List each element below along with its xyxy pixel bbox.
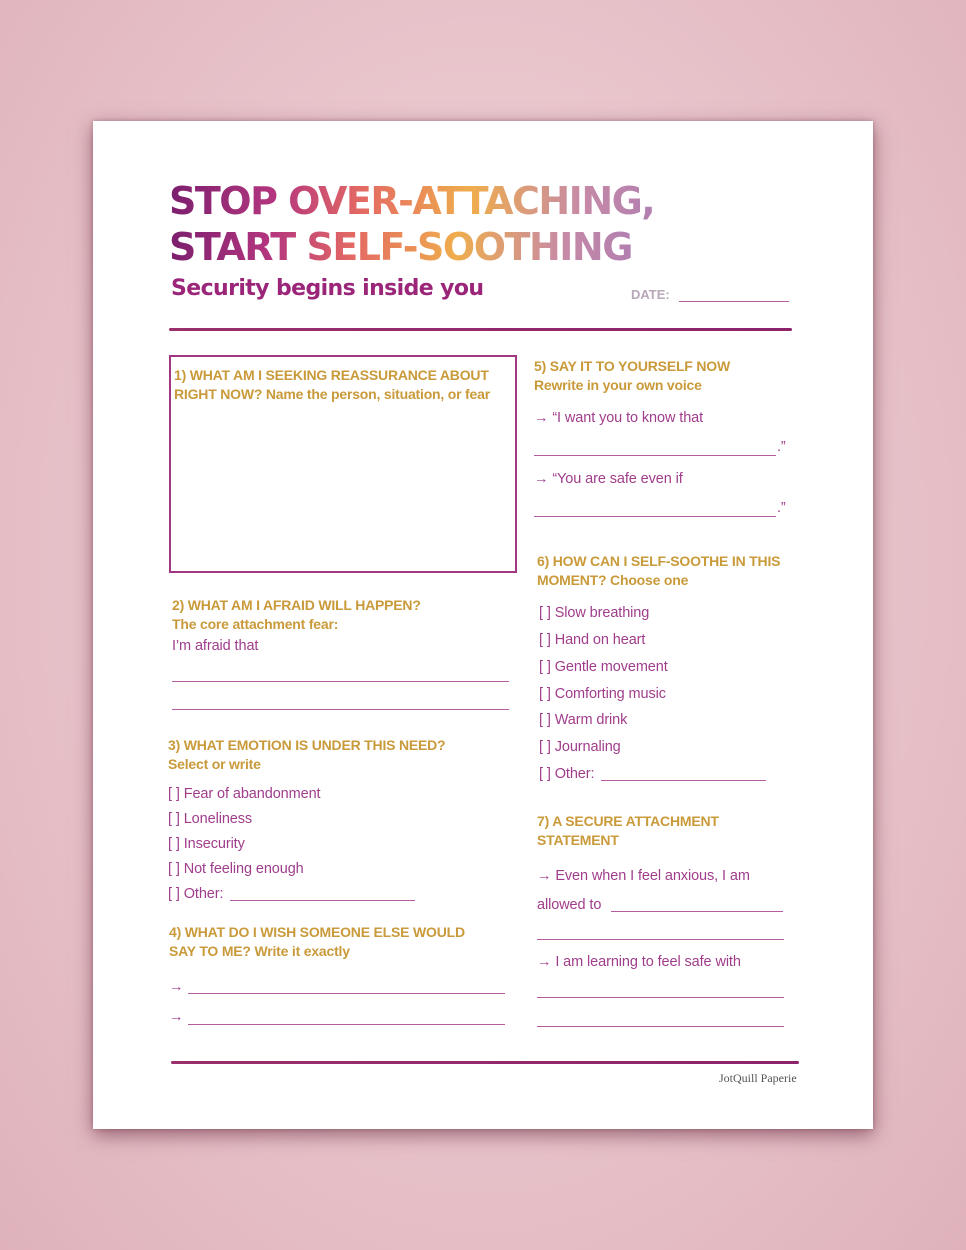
q2-answer-line-2[interactable] [172,709,509,710]
q7-answer-line-3[interactable] [537,997,784,998]
q4-subtitle: SAY TO ME? Write it exactly [169,943,350,959]
q6-option-gentle-movement[interactable]: [ ] Gentle movement [539,659,668,675]
q6-option-hand-on-heart[interactable]: [ ] Hand on heart [539,632,646,648]
q3-option-insecurity[interactable]: [ ] Insecurity [168,836,245,852]
q5-close-quote-1: .” [777,439,786,455]
q2-title: 2) WHAT AM I AFRAID WILL HAPPEN? [172,597,421,613]
date-label: DATE: [631,287,670,302]
q1-title: 1) WHAT AM I SEEKING REASSURANCE ABOUT [174,367,489,383]
brand-footer: JotQuill Paperie [719,1071,797,1085]
q7-answer-line-2[interactable] [537,939,784,940]
q2-heading [172,596,421,634]
q1-heading [174,366,490,404]
q3-option-not-feeling-enough[interactable]: [ ] Not feeling enough [168,861,304,877]
q5-prompt-2: → “You are safe even if [534,471,683,487]
date-field-line[interactable] [679,301,789,302]
q5-close-quote-2: .” [777,500,786,516]
q6-option-warm-drink[interactable]: [ ] Warm drink [539,712,628,728]
q2-subtitle: The core attachment fear: [172,616,339,632]
q5-answer-line-2[interactable] [534,516,776,517]
q6-subtitle: MOMENT? Choose one [537,572,689,588]
q2-answer-line-1[interactable] [172,681,509,682]
page-subtitle: Security begins inside you [171,276,484,301]
q7-answer-line-4[interactable] [537,1026,784,1027]
q6-option-other[interactable]: [ ] Other: [539,766,595,782]
q3-option-loneliness[interactable]: [ ] Loneliness [168,811,253,827]
footer-divider [171,1061,799,1064]
header-divider [169,328,792,331]
q3-title: 3) WHAT EMOTION IS UNDER THIS NEED? [168,737,446,753]
title-line-1: STOP OVER-ATTACHING, [169,179,655,223]
q7-title: 7) A SECURE ATTACHMENT [537,813,719,829]
q3-option-fear-of-abandonment[interactable]: [ ] Fear of abandonment [168,786,321,802]
q6-option-slow-breathing[interactable]: [ ] Slow breathing [539,605,650,621]
q5-prompt-1: → “I want you to know that [534,410,704,426]
q3-option-other[interactable]: [ ] Other: [168,886,224,902]
q7-prompt-1a: → Even when I feel anxious, I am [537,868,750,884]
q5-heading [534,357,730,395]
q5-answer-line-1[interactable] [534,455,776,456]
q4-title: 4) WHAT DO I WISH SOMEONE ELSE WOULD [169,924,465,940]
q7-prompt-1b: allowed to [537,897,602,913]
q3-subtitle: Select or write [168,756,261,772]
q4-arrow-1: → [169,979,184,995]
q3-heading [168,736,445,774]
q6-heading [537,552,780,590]
q7-answer-line-1[interactable] [611,911,783,912]
q6-other-line[interactable] [601,780,766,781]
q3-other-line[interactable] [230,900,415,901]
q2-prompt: I’m afraid that [172,638,259,654]
worksheet-page [93,121,873,1129]
q5-subtitle: Rewrite in your own voice [534,377,702,393]
q6-option-journaling[interactable]: [ ] Journaling [539,739,621,755]
q7-subtitle: STATEMENT [537,832,619,848]
q7-heading [537,812,719,850]
q1-subtitle: RIGHT NOW? Name the person, situation, or fear [174,386,490,402]
q5-title: 5) SAY IT TO YOURSELF NOW [534,358,730,374]
q4-arrow-2: → [169,1009,184,1025]
q4-heading [169,923,465,961]
q6-title: 6) HOW CAN I SELF-SOOTHE IN THIS [537,553,781,569]
title-line-2: START SELF-SOOTHING [169,225,632,269]
q4-answer-line-1[interactable] [188,993,505,994]
q7-prompt-2: → I am learning to feel safe with [537,954,741,970]
q6-option-comforting-music[interactable]: [ ] Comforting music [539,686,666,702]
q4-answer-line-2[interactable] [188,1024,505,1025]
